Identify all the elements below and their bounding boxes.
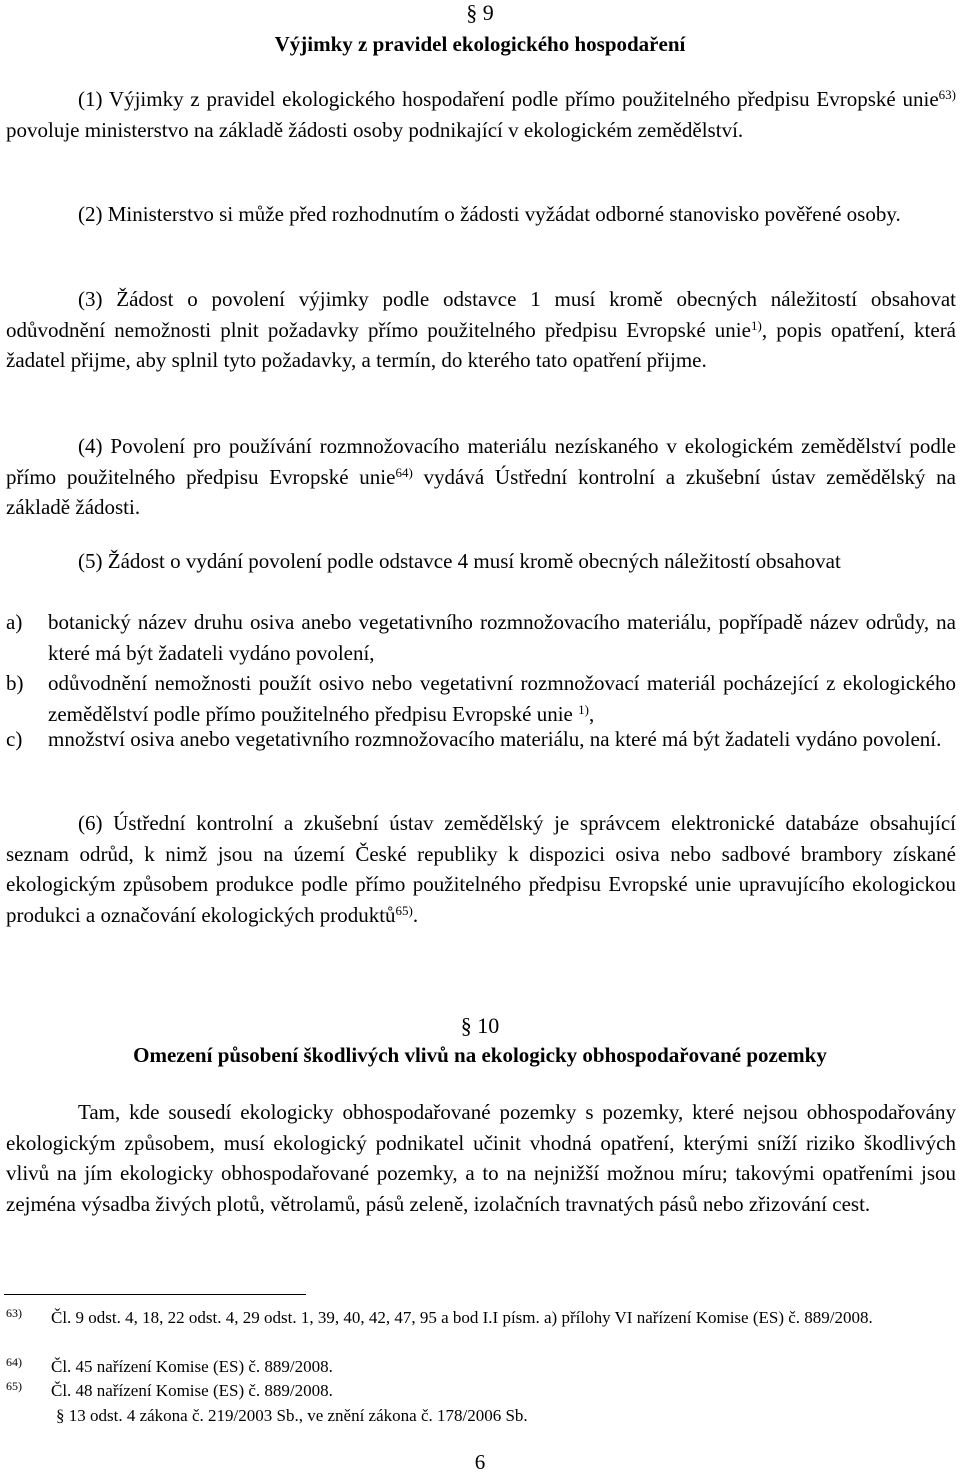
list-item-a-text: botanický název druhu osiva anebo vegetativního rozmnožovacího materiálu, popřípadě název odrůdy, na které má být žadateli vydáno povolení, — [48, 610, 956, 665]
list-item-c — [6, 724, 956, 755]
footnote-ref-64: 64) — [395, 464, 413, 480]
footnote-ref-63: 63) — [938, 87, 956, 102]
list-item-b-body — [48, 668, 956, 729]
footnote-65-continuation — [6, 1404, 956, 1427]
section-10-paragraph — [6, 1097, 956, 1219]
footnote-64 — [6, 1355, 956, 1378]
list-item-b-tail: , — [588, 701, 595, 726]
paragraph-6-text: (6) Ústřední kontrolní a zkušební ústav zemědělský je správcem elektronické databáze obsahující seznam odrůd, k nimž jsou na území České republiky k dispozici osiva nebo sadbové brambory získané ekologickým způsobem produkce podle přímo použitelného předpisu Evropské unie upravujícího ekologickou produkci a označování ekologických produktů — [6, 811, 956, 927]
paragraph-5-text: (5) Žádost o vydání povolení podle odstavce 4 musí kromě obecných náležitostí obsahovat — [78, 549, 841, 573]
list-item-a — [6, 607, 956, 668]
paragraph-1 — [6, 84, 956, 145]
paragraph-2-text: (2) Ministerstvo si může před rozhodnutím o žádosti vyžádat odborné stanovisko pověřené osoby. — [78, 202, 901, 226]
paragraph-1-text: (1) Výjimky z pravidel ekologického hospodaření podle přímo použitelného předpisu Evropské unie — [78, 87, 939, 111]
footnote-63-text: Čl. 9 odst. 4, 18, 22 odst. 4, 29 odst. 1, 39, 40, 42, 47, 95 a bod I.I písm. a) přílohy VI nařízení Komise (ES) č. 889/2008. — [51, 1308, 873, 1327]
section-10-title: Omezení působení škodlivých vlivů na ekologicky obhospodařované pozemky — [133, 1043, 827, 1067]
paragraph-3 — [6, 284, 956, 376]
footnote-64-text: Čl. 45 nařízení Komise (ES) č. 889/2008. — [51, 1357, 333, 1376]
footnote-63-mark: 63) — [6, 1306, 22, 1320]
paragraph-4 — [6, 431, 956, 523]
footnote-65 — [6, 1379, 956, 1402]
footnote-63 — [6, 1306, 956, 1329]
paragraph-3-text-end: , popis opatření, která žadatel přijme, aby splnil tyto požadavky, a termín, do kterého tato opatření přijme. — [6, 317, 957, 372]
footnote-65-text: Čl. 48 nařízení Komise (ES) č. 889/2008. — [51, 1381, 333, 1400]
list-item-b-label: b) — [6, 671, 24, 695]
paragraph-4-text: (4) Povolení pro používání rozmnožovacího materiálu nezískaného v ekologickém zemědělství podle přímo použitelného předpisu Evropské unie — [6, 434, 956, 489]
footnote-divider — [4, 1294, 306, 1295]
list-item-b-text: odůvodnění nemožnosti použít osivo nebo vegetativní rozmnožovací materiál pocházející z ekologického zemědělství podle přímo použitelného předpisu Evropské unie — [48, 671, 956, 726]
page-number: 6 — [474, 1450, 486, 1474]
section-10-paragraph-text: Tam, kde sousedí ekologicky obhospodařované pozemky s pozemky, které nejsou obhospodařovány ekologickým způsobem, musí ekologický podnikatel učinit vhodná opatření, kterými sníží riziko škodlivých vlivů na jím ekologicky obhospodařované pozemky, a to na nejnižší možnou míru; takovými opatřeními jsou zejména výsadba živých plotů, větrolamů, pásů zeleně, izolačních travnatých pásů nebo zřizování cest. — [6, 1100, 956, 1216]
list-item-c-label: c) — [6, 727, 23, 751]
footnote-65b-text: § 13 odst. 4 zákona č. 219/2003 Sb., ve znění zákona č. 178/2006 Sb. — [56, 1406, 528, 1425]
section-9-number: § 9 — [466, 0, 494, 25]
footnote-65-mark: 65) — [6, 1379, 22, 1393]
footnote-ref-1b: 1) — [578, 701, 589, 717]
footnote-64-mark: 64) — [6, 1355, 22, 1369]
section-10-number: § 10 — [460, 1013, 500, 1038]
paragraph-4-text-end: vydává Ústřední kontrolní a zkušební ústav zemědělský na základě žádosti. — [6, 464, 957, 519]
paragraph-3-text: (3) Žádost o povolení výjimky podle odstavce 1 musí kromě obecných náležitostí obsahovat odůvodnění nemožnosti plnit požadavky přímo použitelného předpisu Evropské unie — [6, 287, 956, 342]
list-item-b — [6, 668, 956, 729]
list-item-a-label: a) — [6, 610, 23, 634]
footnote-ref-65: 65) — [395, 902, 413, 918]
paragraph-6-text-end: . — [412, 902, 419, 927]
paragraph-6 — [6, 808, 956, 930]
paragraph-2 — [6, 199, 956, 230]
section-9-title: Výjimky z pravidel ekologického hospodaření — [274, 32, 686, 56]
paragraph-1-text-end: povoluje ministerstvo na základě žádosti osoby podnikající v ekologickém zemědělství. — [6, 117, 744, 142]
list-item-c-text: množství osiva anebo vegetativního rozmnožovacího materiálu, na které má být žadateli vydáno povolení. — [48, 727, 942, 751]
footnote-ref-1: 1) — [750, 317, 762, 333]
paragraph-5 — [6, 546, 956, 577]
